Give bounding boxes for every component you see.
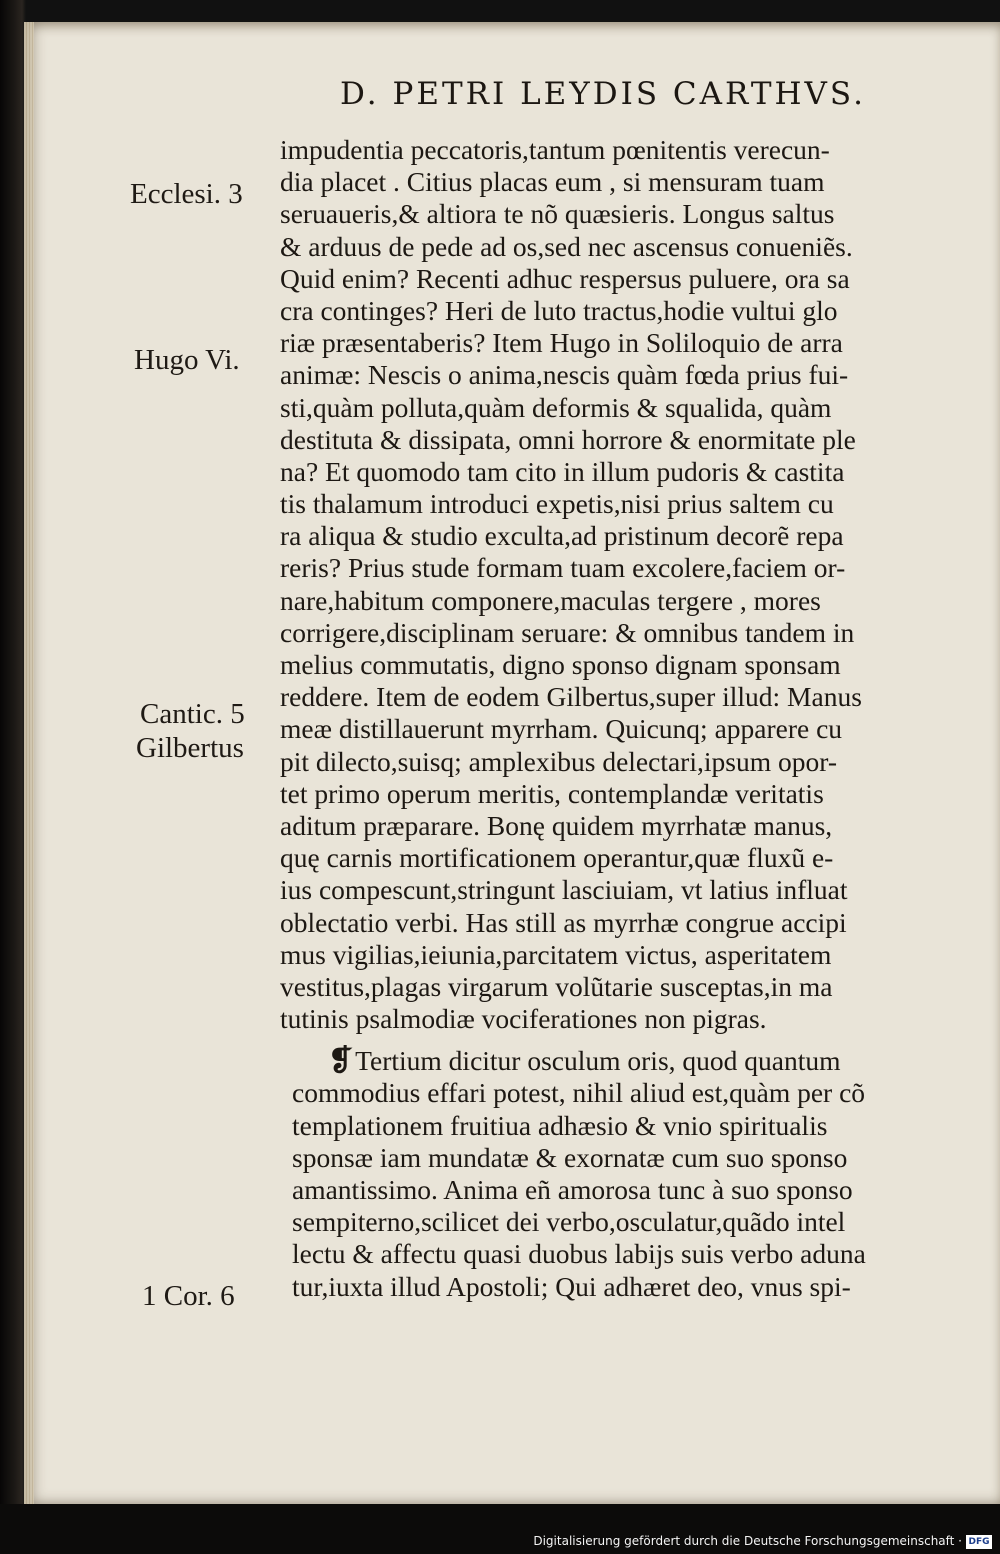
text-line: destituta & dissipata, omni horrore & enormitate ple — [280, 423, 856, 455]
text-line: oblectatio verbi. Has still as myrrhæ congrue accipi — [280, 906, 847, 938]
paragraph-2-first-line-text: Tertium dicitur osculum oris, quod quantum — [355, 1045, 841, 1077]
digitization-credit: Digitalisierung gefördert durch die Deutsche Forschungsgemeinschaft · — [533, 1534, 962, 1548]
text-line: Quid enim? Recenti adhuc respersus puluere, ora sa — [280, 262, 850, 294]
text-line: dia placet . Citius placas eum , si mensuram tuam — [280, 166, 825, 198]
text-line: ra aliqua & studio exculta,ad pristinum decorẽ repa — [280, 520, 844, 552]
text-line: lectu & affectu quasi duobus labijs suis verbo aduna — [292, 1238, 866, 1270]
text-line: tur,iuxta illud Apostoli; Qui adhæret deo, vnus spi- — [292, 1270, 851, 1302]
margin-note-gilbertus: Gilbertus — [136, 732, 244, 764]
dfg-logo: DFG — [966, 1535, 992, 1549]
text-line: riæ præsentaberis? Item Hugo in Soliloquio de arra — [280, 327, 843, 359]
text-line: melius commutatis, digno sponso dignam sponsam — [280, 649, 841, 680]
main-text-block — [280, 134, 980, 1303]
text-line: amantissimo. Anima eñ amorosa tunc à suo sponso — [292, 1174, 853, 1205]
text-line: commodius effari potest, nihil aliud est,quàm per cõ — [292, 1077, 866, 1109]
margin-note-cor: 1 Cor. 6 — [142, 1280, 235, 1312]
text-line: seruaueris,& altiora te nõ quæsieris. Longus saltus — [280, 198, 835, 230]
text-line: quę carnis mortificationem operantur,quæ fluxũ e- — [280, 842, 834, 874]
paragraph-2 — [280, 1045, 980, 1303]
page-edge-stack — [24, 22, 34, 1504]
text-line: sempiterno,scilicet dei verbo,osculatur,quãdo intel — [292, 1206, 846, 1238]
pilcrow-mark: ❡ — [328, 1045, 354, 1078]
text-line: vestitus,plagas virgarum volũtarie susceptas,in ma — [280, 970, 833, 1002]
margin-note-cantic: Cantic. 5 — [140, 698, 245, 730]
text-line: pit dilecto,suisq; amplexibus delectari,ipsum opor- — [280, 745, 837, 777]
text-line: impudentia peccatoris,tantum pœnitentis verecun- — [280, 134, 830, 165]
text-line: meæ distillauerunt myrrham. Quicunq; apparere cu — [280, 713, 843, 745]
margin-note-hugo: Hugo Vi. — [134, 344, 240, 376]
text-line: tutinis psalmodiæ vociferationes non pigras. — [280, 1003, 767, 1035]
paragraph-2-first-line — [280, 1045, 980, 1077]
text-line: nare,habitum componere,maculas tergere , mores — [280, 584, 821, 616]
paragraph-1 — [280, 134, 980, 1035]
paragraph-gap — [280, 1035, 980, 1045]
text-line: corrigere,disciplinam seruare: & omnibus tandem in — [280, 616, 855, 648]
text-line: animæ: Nescis o anima,nescis quàm fœda prius fui- — [280, 359, 849, 391]
text-line: aditum præparare. Bonę quidem myrrhatæ manus, — [280, 809, 833, 841]
text-line: sti,quàm polluta,quàm deformis & squalida, quàm — [280, 391, 832, 423]
text-line: mus vigilias,ieiunia,parcitatem victus, asperitatem — [280, 938, 832, 970]
text-line: reris? Prius stude formam tuam excolere,faciem or- — [280, 552, 846, 584]
text-line: ius compescunt,stringunt lasciuiam, vt latius influat — [280, 874, 848, 906]
text-line: & arduus de pede ad os,sed nec ascensus conueniẽs. — [280, 230, 853, 262]
margin-note-eccles: Ecclesi. 3 — [130, 178, 243, 210]
running-head: D. PETRI LEYDIS CARTHVS. — [340, 76, 866, 112]
text-line: templationem fruitiua adhæsio & vnio spiritualis — [292, 1109, 828, 1141]
text-line: sponsæ iam mundatæ & exornatæ cum suo sponso — [292, 1141, 848, 1173]
text-line: reddere. Item de eodem Gilbertus,super illud: Manus — [280, 681, 862, 713]
text-line: cra continges? Heri de luto tractus,hodie vultui glo — [280, 294, 838, 326]
text-line: tis thalamum introduci expetis,nisi prius saltem cu — [280, 488, 834, 520]
text-line: na? Et quomodo tam cito in illum pudoris & castita — [280, 455, 845, 487]
text-line: tet primo operum meritis, contemplandæ veritatis — [280, 777, 824, 809]
